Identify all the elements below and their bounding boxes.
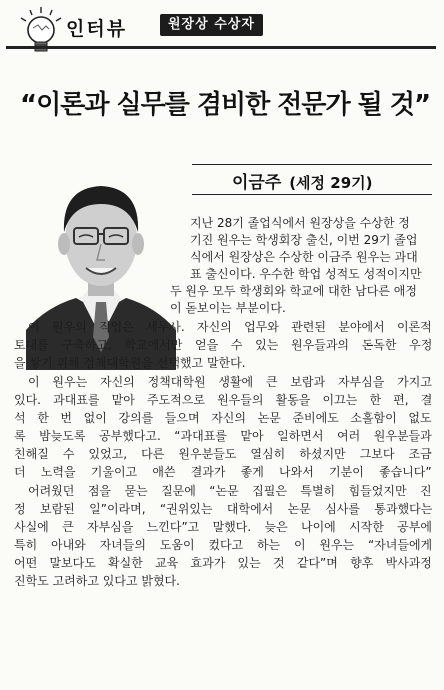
article-line: 친해질 수 있었고, 다른 원우분들도 열심히 하셨지만 그보다 조금 (14, 447, 432, 461)
article-line: 식에서 원장상은 수상한 이금주 원우는 과대 (190, 250, 418, 264)
article-line: 이 돋보이는 부분이다. (170, 301, 286, 315)
article-line: 토대를 구축하고, 학교에서만 얻을 수 있는 원우들과의 돈독한 우정 (14, 338, 433, 352)
article-line: 록 밤늦도록 공부했다고. “과대표를 맡아 일하면서 여러 원우분들과 (14, 429, 432, 443)
article-line: 더 노력을 기울이고 애쓴 결과가 좋게 나와서 기분이 좋습니다” (14, 465, 432, 479)
award-badge: 원장상 수상자 (160, 14, 263, 36)
person-class: (세정 29기) (289, 174, 373, 192)
article-line: 이 원우는 자신의 정책대학원 생활에 큰 보람과 자부심을 가지고 (28, 375, 432, 389)
article-line: 두 원우 모두 학생회와 학교에 대한 남다른 애정 (170, 284, 417, 298)
section-label: 인터뷰 (66, 18, 128, 40)
person-name: 이금주 (232, 173, 282, 193)
article-line: 석 한 번 없이 강의를 들으며 자신의 논문 준비에도 소홀함이 없도 (14, 411, 432, 425)
name-divider-bottom (192, 194, 432, 195)
header-divider (6, 46, 436, 49)
article-line: 어려웠던 점을 묻는 질문에 “논문 집필은 특별히 힘들었지만 진 (28, 484, 432, 498)
article-line: 지난 28기 졸업식에서 원장상을 수상한 정 (190, 216, 410, 230)
article-line: 을 쌓기 위해 정책대학원을 선택했고 말한다. (14, 356, 246, 370)
person-name-line (232, 168, 372, 193)
article-line: 있다. 과대표를 맡아 주도적으로 원우들의 활동을 이끄는 한 편, 결 (14, 393, 433, 407)
article-line: 이 원우의 직업은 세무사. 자신의 업무와 관련된 분야에서 이론적 (28, 320, 432, 334)
article-line: 어떤 말보다도 확실한 교육 효과가 있는 것 같다”며 향후 박사과정 (14, 556, 432, 570)
article-line: 기진 원우는 학생회장 출신, 이번 29기 졸업 (190, 233, 418, 247)
article-line: 정 보람된 일”이라며, “권위있는 대학에서 논문 심사를 통과했다는 (14, 502, 433, 516)
name-divider-top (192, 164, 432, 165)
article-line: 진학도 고려하고 있다고 밝혔다. (14, 574, 180, 588)
article-line: 특히 아내와 자녀들의 도움이 컸다고 하는 이 원우는 “자녀들에게 (14, 538, 433, 552)
article-line: 사실에 큰 자부심을 느낀다”고 말했다. 늦은 나이에 시작한 공부에 (14, 520, 432, 534)
article-line: 표 출신이다. 우수한 학업 성적도 성적이지만 (190, 267, 422, 281)
headline: “이론과 실무를 겸비한 전문가 될 것” (20, 90, 431, 120)
